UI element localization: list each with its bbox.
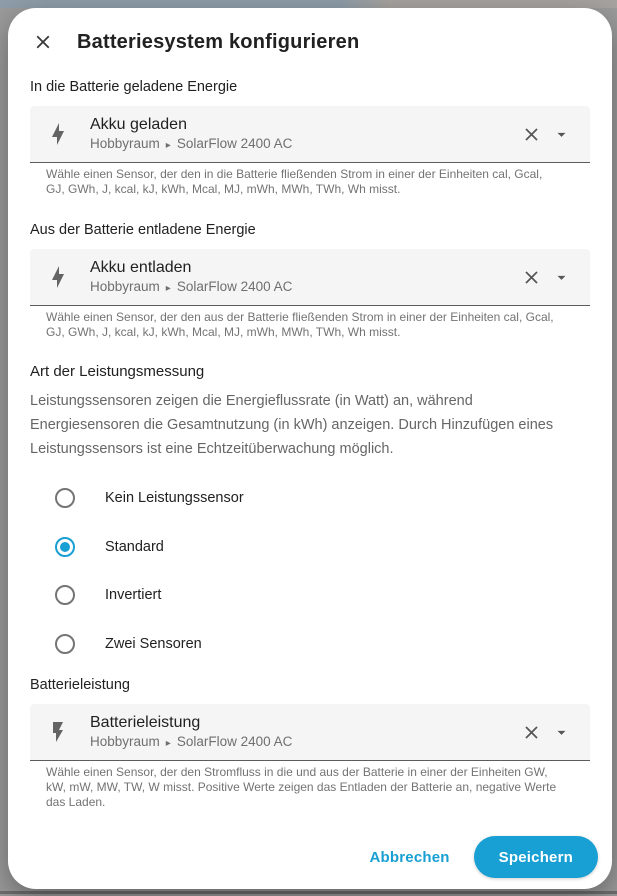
entity-device: SolarFlow 2400 AC: [176, 278, 293, 294]
radio-icon[interactable]: [55, 488, 75, 508]
radio-label: Zwei Sensoren: [105, 635, 202, 652]
entity-info: [90, 115, 516, 154]
breadcrumb-arrow-icon: ▸: [165, 282, 171, 294]
save-button[interactable]: Speichern: [474, 836, 598, 878]
entity-breadcrumb: [90, 278, 516, 297]
close-icon: [32, 31, 54, 53]
breadcrumb-arrow-icon: ▸: [165, 139, 171, 151]
helper-battery-in: Wähle einen Sensor, der den in die Batterie fließenden Strom in einer der Einheiten cal, Gcal, GJ, GWh, J, kcal, kJ, kWh, Mcal, MJ, mWh, MWh, TWh, Wh misst.: [46, 167, 543, 196]
dialog-header: [30, 28, 590, 56]
clear-entity-button[interactable]: [516, 262, 546, 292]
clear-entity-button[interactable]: [516, 717, 546, 747]
entity-device: SolarFlow 2400 AC: [176, 135, 293, 151]
radio-inverted[interactable]: [30, 571, 590, 620]
entity-breadcrumb: [90, 733, 516, 752]
cancel-button[interactable]: Abbrechen: [352, 839, 468, 876]
label-power-mode: Art der Leistungsmessung: [30, 363, 205, 380]
entity-picker-battery-in[interactable]: [30, 106, 590, 163]
entity-picker-battery-power[interactable]: [30, 704, 590, 761]
radio-icon[interactable]: [55, 585, 75, 605]
dialog-footer: [352, 836, 598, 878]
page-backdrop-bottom: [0, 891, 617, 894]
page-backdrop-top: [0, 0, 617, 8]
radio-label: Kein Leistungssensor: [105, 490, 244, 507]
entity-device: SolarFlow 2400 AC: [176, 733, 293, 749]
power-mode-description: Leistungssensoren zeigen die Energieflussrate (in Watt) an, während Energiesensoren die Gesamtnutzung (in kWh) anzeigen. Durch Hinzufügen eines Leistungssensors ist eine Echtzeitüberwachung möglich.: [30, 393, 554, 457]
breadcrumb-arrow-icon: ▸: [165, 737, 171, 749]
entity-name: Akku entladen: [90, 258, 192, 276]
dropdown-caret-button[interactable]: [546, 717, 576, 747]
clear-entity-button[interactable]: [516, 119, 546, 149]
close-button[interactable]: [30, 29, 56, 55]
entity-area: Hobbyraum: [90, 135, 160, 151]
radio-label: Invertiert: [105, 587, 162, 604]
label-battery-power: Batterieleistung: [30, 677, 130, 693]
power-mode-radio-group: [30, 474, 590, 668]
radio-two-sensors[interactable]: [30, 620, 590, 669]
radio-standard[interactable]: [30, 523, 590, 572]
dialog-title: Batteriesystem konfigurieren: [77, 30, 360, 53]
helper-battery-out: Wähle einen Sensor, der den aus der Batterie fließenden Strom in einer der Einheiten cal, Gcal, GJ, GWh, J, kcal, kJ, kWh, Mcal, MJ, mWh, MWh, TWh, Wh misst.: [46, 310, 554, 339]
configure-battery-dialog: [8, 8, 612, 889]
label-battery-energy-out: Aus der Batterie entladene Energie: [30, 222, 256, 238]
entity-breadcrumb: [90, 135, 516, 154]
label-battery-energy-in: In die Batterie geladene Energie: [30, 79, 238, 95]
lightning-bolt-icon: [46, 265, 70, 289]
radio-icon[interactable]: [55, 537, 75, 557]
dropdown-caret-button[interactable]: [546, 119, 576, 149]
entity-info: [90, 258, 516, 297]
entity-name: Akku geladen: [90, 115, 187, 133]
flash-icon: [46, 720, 70, 744]
radio-icon[interactable]: [55, 634, 75, 654]
entity-info: [90, 713, 516, 752]
radio-no-power-sensor[interactable]: [30, 474, 590, 523]
lightning-bolt-icon: [46, 122, 70, 146]
entity-picker-battery-out[interactable]: [30, 249, 590, 306]
entity-name: Batterieleistung: [90, 713, 201, 731]
helper-battery-power: Wähle einen Sensor, der den Stromfluss in die und aus der Batterie in einer der Einheiten GW, kW, mW, MW, TW, W misst. Positive Werte zeigen das Entladen der Batterie an, negative Werte das Laden.: [46, 765, 557, 809]
dropdown-caret-button[interactable]: [546, 262, 576, 292]
radio-label: Standard: [105, 538, 164, 555]
entity-area: Hobbyraum: [90, 278, 160, 294]
entity-area: Hobbyraum: [90, 733, 160, 749]
